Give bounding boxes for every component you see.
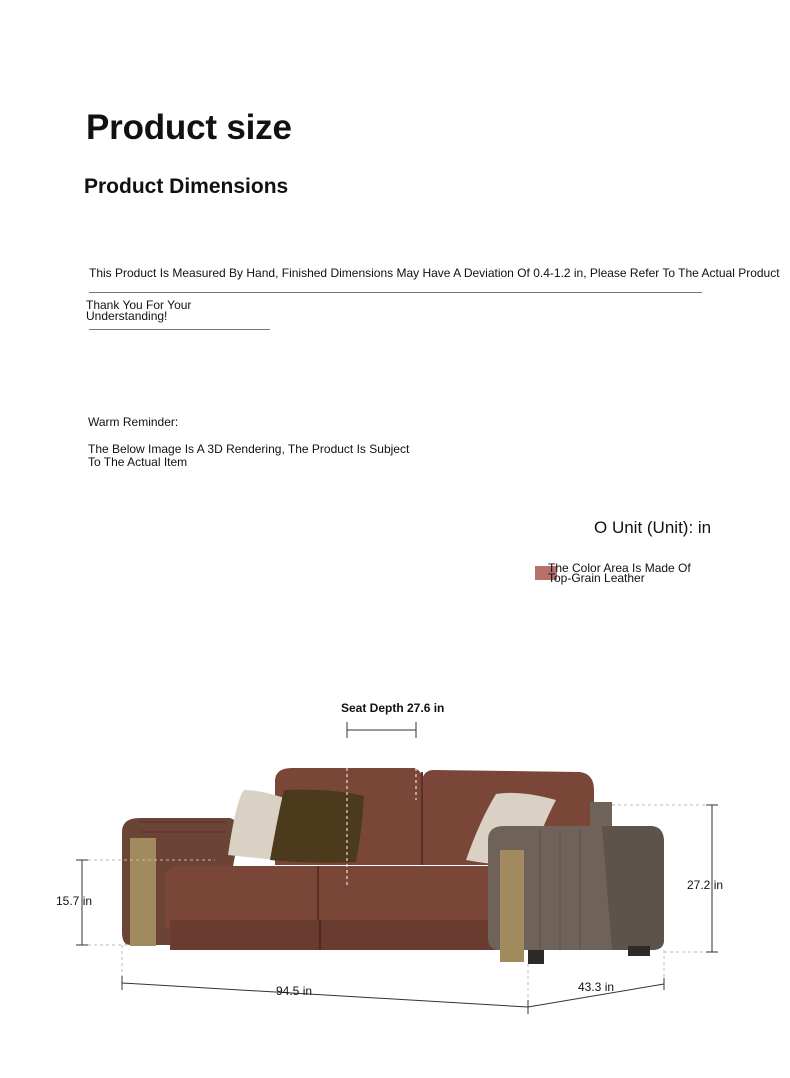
seat-cushion-right (318, 866, 500, 928)
left-arm-trim (130, 838, 156, 946)
leather-note: The Color Area Is Made Of Top-Grain Leather (548, 561, 691, 585)
page-title: Product size (86, 108, 292, 147)
measurement-notice: This Product Is Measured By Hand, Finished Dimensions May Have A Deviation Of 0.4-1.2 in, Please Refer To The Actual Product (89, 266, 780, 280)
seat-cushion-left (165, 866, 318, 928)
seat-depth-label: Seat Depth 27.6 in (341, 701, 445, 715)
thanks-note: Thank You For Your Understanding! (86, 298, 192, 323)
sofa-base (170, 920, 500, 950)
pillow-olive (270, 790, 364, 863)
width-label: 94.5 in (276, 984, 313, 998)
reminder-label: Warm Reminder: (88, 415, 179, 429)
right-arm-trim (500, 850, 524, 962)
unit-label: O Unit (Unit): in (594, 518, 712, 537)
reminder-text: The Below Image Is A 3D Rendering, The Product Is Subject To The Actual Item (88, 442, 410, 469)
seat-height-label: 15.7 in (56, 894, 93, 908)
depth-label: 43.3 in (578, 980, 615, 994)
section-title: Product Dimensions (84, 175, 289, 198)
overall-height-label: 27.2 in (687, 878, 724, 892)
